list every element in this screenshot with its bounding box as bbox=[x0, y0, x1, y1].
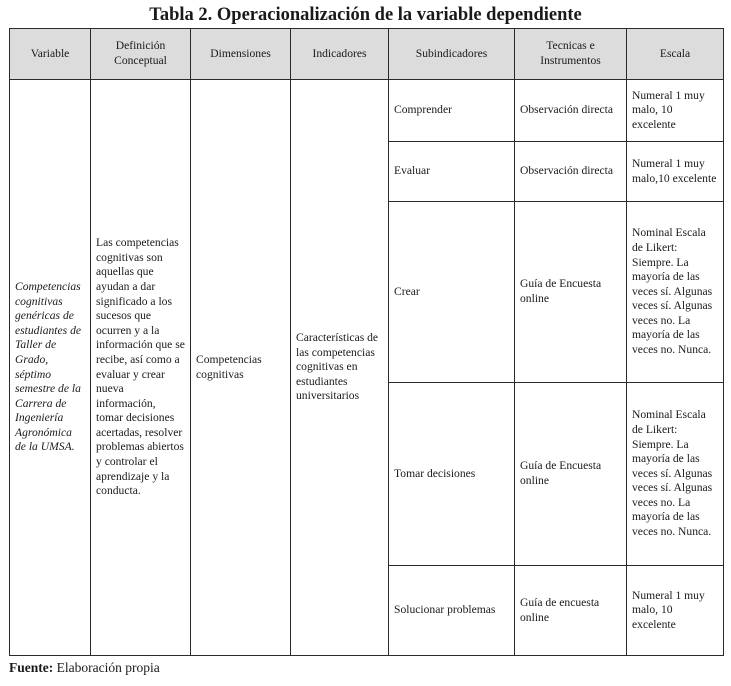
table-title: Tabla 2. Operacionalización de la variable dependiente bbox=[149, 5, 582, 25]
tecnica-cell: Guía de encuesta online bbox=[515, 566, 627, 656]
escala-cell: Nominal Escala de Likert: Siempre. La mayoría de las veces sí. Algunas veces sí. Algunas veces no. La mayoría de las veces no. Nunca. bbox=[627, 202, 724, 383]
indicador-cell: Características de las competencias cognitivas en estudiantes universitarios bbox=[291, 80, 389, 656]
header-tecnicas: Tecnicas e Instrumentos bbox=[515, 29, 627, 80]
escala-cell: Numeral 1 muy malo, 10 excelente bbox=[627, 80, 724, 142]
tecnica-cell: Observación directa bbox=[515, 142, 627, 202]
escala-cell: Numeral 1 muy malo,10 excelente bbox=[627, 142, 724, 202]
table-row bbox=[10, 80, 724, 142]
source-footer bbox=[9, 660, 160, 676]
subindicador-cell: Crear bbox=[389, 202, 515, 383]
header-variable: Variable bbox=[10, 29, 91, 80]
escala-cell: Numeral 1 muy malo, 10 excelente bbox=[627, 566, 724, 656]
subindicador-cell: Comprender bbox=[389, 80, 515, 142]
header-escala: Escala bbox=[627, 29, 724, 80]
header-row bbox=[10, 29, 724, 80]
header-definicion: Definición Conceptual bbox=[91, 29, 191, 80]
tecnica-cell: Observación directa bbox=[515, 80, 627, 142]
tecnica-cell: Guía de Encuesta online bbox=[515, 383, 627, 566]
header-indicadores: Indicadores bbox=[291, 29, 389, 80]
header-subindicadores: Subindicadores bbox=[389, 29, 515, 80]
variable-cell: Competencias cognitivas genéricas de estudiantes de Taller de Grado, séptimo semestre de la Carrera de Ingeniería Agronómica de la UMSA. bbox=[10, 80, 91, 656]
subindicador-cell: Solucionar problemas bbox=[389, 566, 515, 656]
dimension-cell: Competencias cognitivas bbox=[191, 80, 291, 656]
source-label: Fuente: bbox=[9, 660, 54, 675]
subindicador-cell: Evaluar bbox=[389, 142, 515, 202]
escala-cell: Nominal Escala de Likert: Siempre. La mayoría de las veces sí. Algunas veces sí. Algunas veces no. La mayoría de las veces no. Nunca. bbox=[627, 383, 724, 566]
definicion-cell: Las competencias cognitivas son aquellas que ayudan a dar significado a los sucesos que ocurren y a la información que se recibe, así como a evaluar y crear nueva información, tomar decisiones acertadas, resolver problemas abiertos y controlar el aprendizaje y la conducta. bbox=[91, 80, 191, 656]
operationalization-table bbox=[9, 28, 724, 656]
header-dimensiones: Dimensiones bbox=[191, 29, 291, 80]
subindicador-cell: Tomar decisiones bbox=[389, 383, 515, 566]
source-text: Elaboración propia bbox=[53, 660, 160, 675]
tecnica-cell: Guía de Encuesta online bbox=[515, 202, 627, 383]
